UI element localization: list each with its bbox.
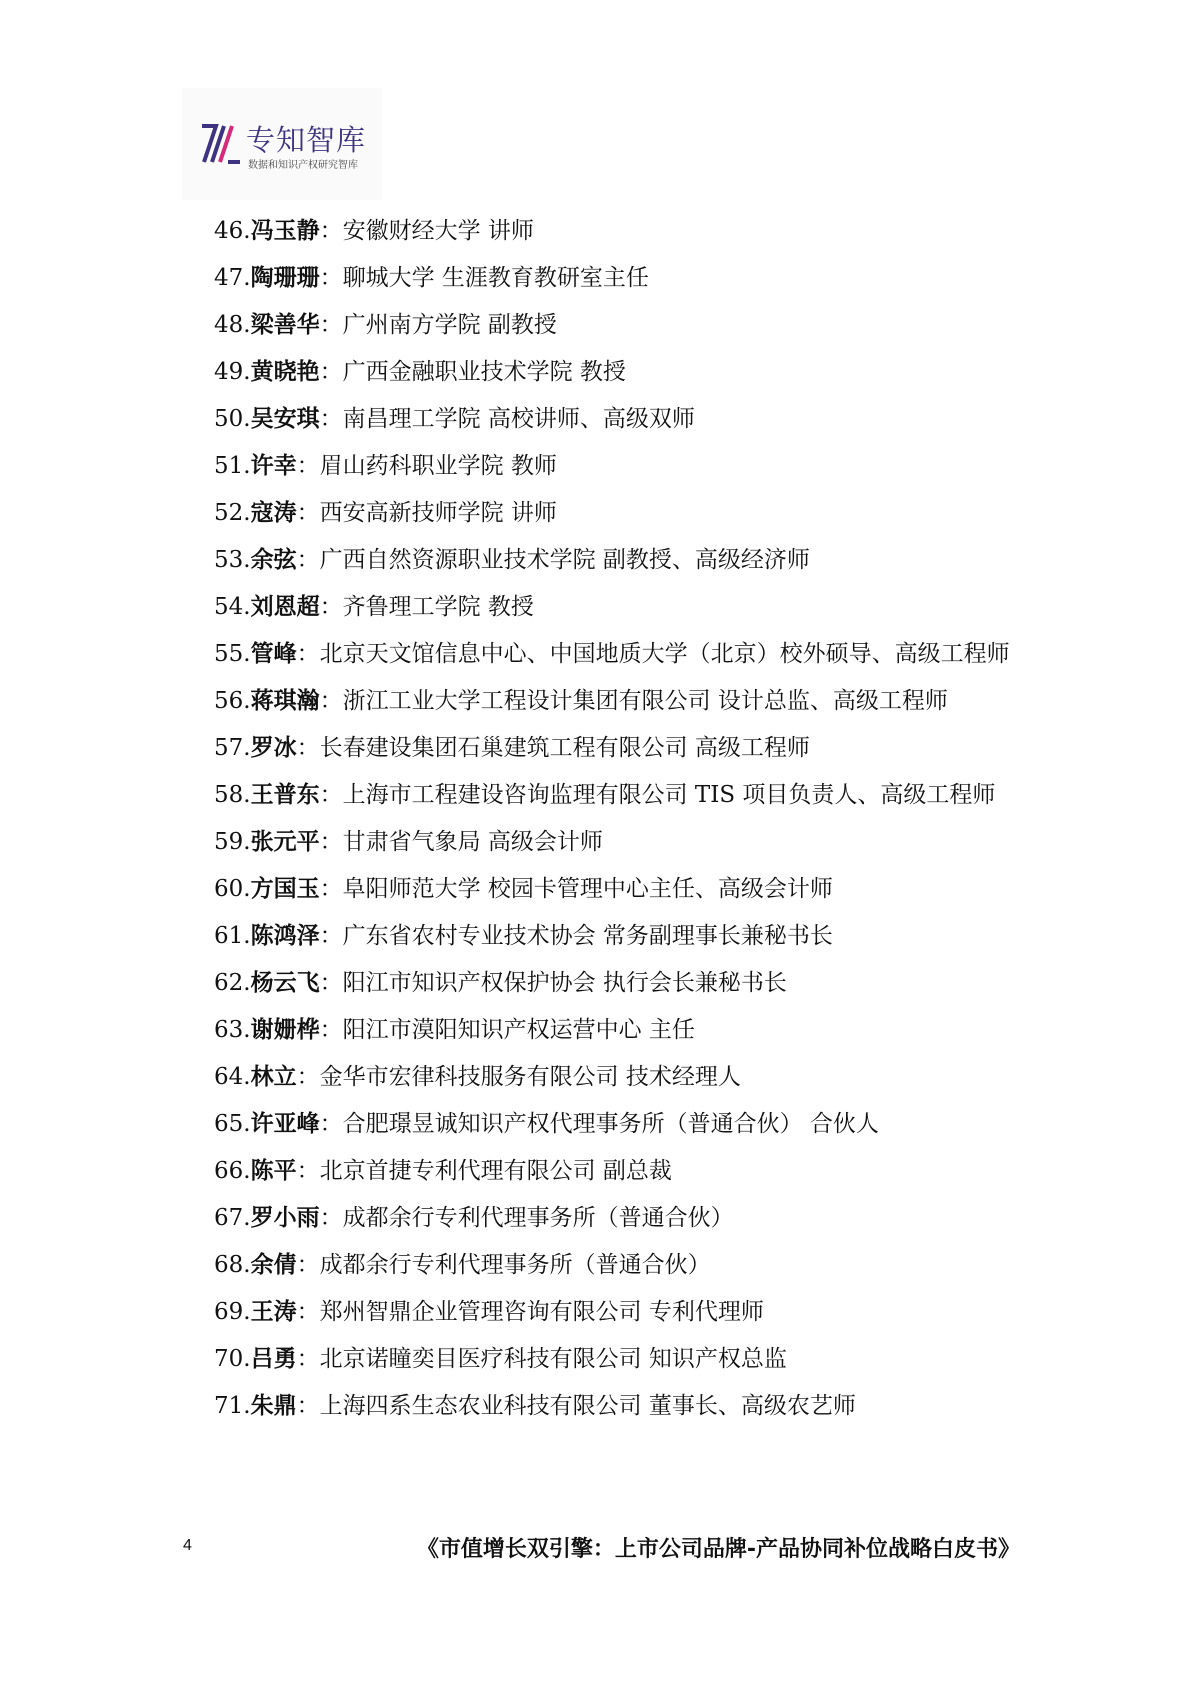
affiliation: ：郑州智鼎企业管理咨询有限公司 专利代理师	[296, 1299, 764, 1325]
item-number: 64.	[214, 1064, 251, 1090]
affiliation: ：上海市工程建设咨询监理有限公司 TIS 项目负责人、高级工程师	[319, 782, 996, 808]
page-number: 4	[183, 1537, 192, 1554]
person-name: 吴安琪	[250, 406, 320, 432]
person-name: 余倩	[250, 1252, 297, 1278]
person-name: 张元平	[250, 829, 320, 855]
item-number: 70.	[214, 1346, 251, 1372]
affiliation: ：广州南方学院 副教授	[319, 312, 557, 338]
list-item	[214, 1054, 1014, 1101]
list-item	[214, 1195, 1014, 1242]
person-name: 蒋琪瀚	[250, 688, 320, 714]
item-number: 62.	[214, 970, 251, 996]
item-number: 61.	[214, 923, 251, 949]
affiliation: ：聊城大学 生涯教育教研室主任	[319, 265, 649, 291]
item-number: 66.	[214, 1158, 251, 1184]
item-number: 59.	[214, 829, 251, 855]
person-name: 罗冰	[250, 735, 297, 761]
person-name: 寇涛	[250, 500, 297, 526]
affiliation: ：成都余行专利代理事务所（普通合伙）	[296, 1252, 711, 1278]
affiliation: ：广西自然资源职业技术学院 副教授、高级经济师	[296, 547, 810, 573]
item-number: 57.	[214, 735, 251, 761]
person-name: 方国玉	[250, 876, 320, 902]
person-name: 罗小雨	[250, 1205, 320, 1231]
list-item	[214, 1242, 1014, 1289]
affiliation: ：南昌理工学院 高校讲师、高级双师	[319, 406, 695, 432]
list-item	[214, 396, 1014, 443]
item-number: 49.	[214, 359, 251, 385]
affiliation: ：阳江市知识产权保护协会 执行会长兼秘书长	[319, 970, 787, 996]
person-name: 陈平	[250, 1158, 297, 1184]
item-number: 48.	[214, 312, 251, 338]
affiliation: ：上海四系生态农业科技有限公司 董事长、高级农艺师	[296, 1393, 856, 1419]
item-number: 47.	[214, 265, 251, 291]
list-item	[214, 1289, 1014, 1336]
person-name: 黄晓艳	[250, 359, 320, 385]
item-number: 52.	[214, 500, 251, 526]
affiliation: ：甘肃省气象局 高级会计师	[319, 829, 603, 855]
list-item	[214, 913, 1014, 960]
person-name: 朱鼎	[250, 1393, 297, 1419]
list-item	[214, 349, 1014, 396]
person-name: 林立	[250, 1064, 297, 1090]
list-item	[214, 725, 1014, 772]
item-number: 51.	[214, 453, 251, 479]
person-name: 谢姗桦	[250, 1017, 320, 1043]
affiliation: ：安徽财经大学 讲师	[319, 218, 534, 244]
person-name: 余弦	[250, 547, 297, 573]
zk-logo-icon	[200, 122, 240, 166]
item-number: 67.	[214, 1205, 251, 1231]
list-item	[214, 772, 1014, 819]
item-number: 54.	[214, 594, 251, 620]
item-number: 68.	[214, 1252, 251, 1278]
list-item	[214, 537, 1014, 584]
affiliation: ：金华市宏律科技服务有限公司 技术经理人	[296, 1064, 741, 1090]
person-name: 吕勇	[250, 1346, 297, 1372]
list-item	[214, 678, 1014, 725]
list-item	[214, 1101, 1014, 1148]
list-item	[214, 208, 1014, 255]
item-number: 50.	[214, 406, 251, 432]
affiliation: ：北京首捷专利代理有限公司 副总裁	[296, 1158, 672, 1184]
person-name: 许亚峰	[250, 1111, 320, 1137]
item-number: 56.	[214, 688, 251, 714]
person-name: 王涛	[250, 1299, 297, 1325]
affiliation: ：广西金融职业技术学院 教授	[319, 359, 626, 385]
affiliation: ：长春建设集团石巢建筑工程有限公司 高级工程师	[296, 735, 810, 761]
item-number: 46.	[214, 218, 251, 244]
affiliation: ：北京天文馆信息中心、中国地质大学（北京）校外硕导、高级工程师	[296, 641, 1010, 667]
person-name: 陶珊珊	[250, 265, 320, 291]
list-item	[214, 490, 1014, 537]
item-number: 63.	[214, 1017, 251, 1043]
logo-subtitle: 数据和知识产权研究智库	[248, 160, 358, 171]
list-item	[214, 960, 1014, 1007]
person-name: 杨云飞	[250, 970, 320, 996]
person-name: 王普东	[250, 782, 320, 808]
person-name: 梁善华	[250, 312, 320, 338]
item-number: 65.	[214, 1111, 251, 1137]
member-list	[214, 208, 1014, 1430]
item-number: 60.	[214, 876, 251, 902]
affiliation: ：阜阳师范大学 校园卡管理中心主任、高级会计师	[319, 876, 833, 902]
item-number: 69.	[214, 1299, 251, 1325]
affiliation: ：北京诺瞳奕目医疗科技有限公司 知识产权总监	[296, 1346, 787, 1372]
affiliation: ：合肥璟昱诚知识产权代理事务所（普通合伙） 合伙人	[319, 1111, 879, 1137]
affiliation: ：成都余行专利代理事务所（普通合伙）	[319, 1205, 734, 1231]
affiliation: ：西安高新技师学院 讲师	[296, 500, 557, 526]
affiliation: ：阳江市漠阳知识产权运营中心 主任	[319, 1017, 695, 1043]
list-item	[214, 255, 1014, 302]
list-item	[214, 1007, 1014, 1054]
list-item	[214, 866, 1014, 913]
affiliation: ：广东省农村专业技术协会 常务副理事长兼秘书长	[319, 923, 833, 949]
item-number: 55.	[214, 641, 251, 667]
list-item	[214, 302, 1014, 349]
logo-title: 专知智库	[246, 123, 367, 157]
document-title: 《市值增长双引擎：上市公司品牌-产品协同补位战略白皮书》	[416, 1537, 1020, 1562]
affiliation: ：浙江工业大学工程设计集团有限公司 设计总监、高级工程师	[319, 688, 948, 714]
list-item	[214, 1383, 1014, 1430]
item-number: 58.	[214, 782, 251, 808]
list-item	[214, 443, 1014, 490]
affiliation: ：齐鲁理工学院 教授	[319, 594, 534, 620]
person-name: 冯玉静	[250, 218, 320, 244]
affiliation: ：眉山药科职业学院 教师	[296, 453, 557, 479]
person-name: 许幸	[250, 453, 297, 479]
item-number: 71.	[214, 1393, 251, 1419]
list-item	[214, 631, 1014, 678]
list-item	[214, 819, 1014, 866]
person-name: 管峰	[250, 641, 297, 667]
item-number: 53.	[214, 547, 251, 573]
list-item	[214, 1336, 1014, 1383]
person-name: 刘恩超	[250, 594, 320, 620]
list-item	[214, 1148, 1014, 1195]
list-item	[214, 584, 1014, 631]
person-name: 陈鸿泽	[250, 923, 320, 949]
